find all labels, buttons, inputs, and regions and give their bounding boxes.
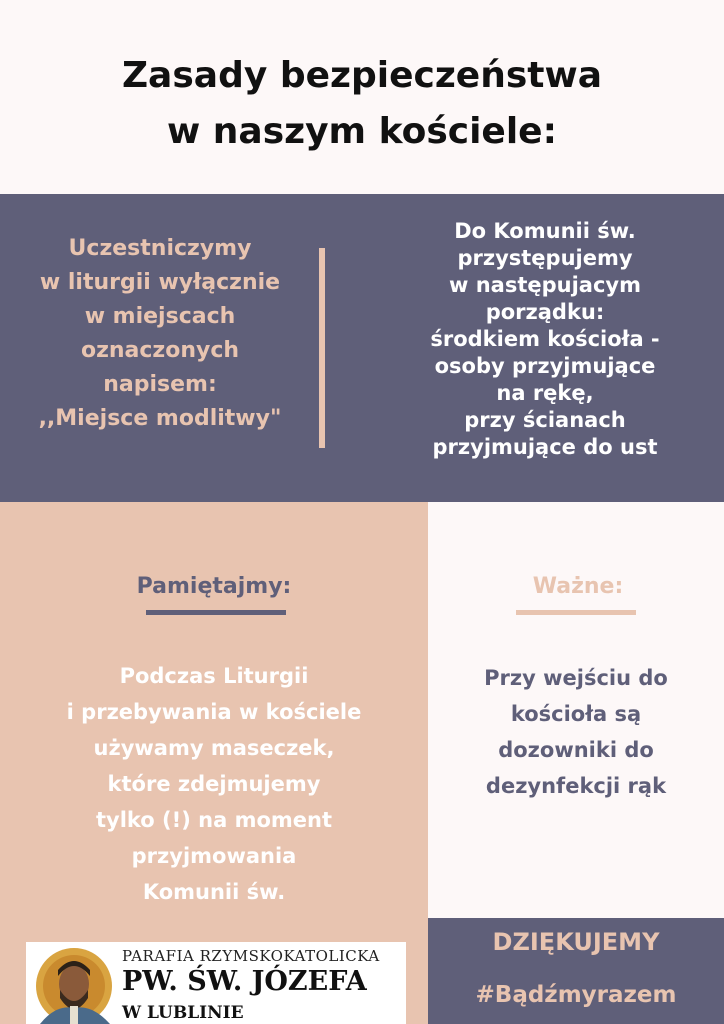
text-line: Do Komunii św. [454,219,636,243]
text-line: w następujacym [449,273,641,297]
communion-order-rule [382,218,708,461]
text-line: na rękę, [496,381,594,405]
text-line: ,,Miejsce modlitwy" [38,406,282,431]
text-line: w miejscach [84,304,236,329]
mask-rule [10,658,418,910]
text-line: które zdejmujemy [107,772,321,796]
text-line: Uczestniczymy [68,236,252,261]
text-line: Podczas Liturgii [119,664,309,688]
text-line: Komunii św. [142,880,286,904]
text-line: napisem: [103,372,217,397]
text-line: przystępujemy [457,246,633,270]
logo-parish-name: PW. ŚW. JÓZEFA [122,966,367,997]
text-line: w liturgii wyłącznie [39,270,281,295]
title-line-2: w naszym kościele: [167,111,557,152]
text-line: tylko (!) na moment [95,808,332,832]
text-line: środkiem kościoła - [430,327,660,351]
vertical-divider [319,248,325,448]
text-line: przyjmowania [131,844,297,868]
text-line: oznaczonych [80,338,240,363]
logo-parish-label: PARAFIA RZYMSKOKATOLICKA [122,947,380,965]
remember-underline [146,610,286,615]
text-line: używamy maseczek, [93,736,335,760]
page-title [0,48,724,160]
parish-logo [26,942,406,1024]
liturgy-place-rule [10,232,310,436]
logo-parish-city: W LUBLINIE [122,1003,244,1023]
thanks-text: DZIĘKUJEMY [492,928,660,956]
text-line: i przebywania w kościele [66,700,362,724]
text-line: osoby przyjmujące [434,354,656,378]
text-line: kościoła są [510,702,642,726]
text-line: przyjmujące do ust [432,435,658,459]
disinfection-note [438,660,714,804]
text-line: Przy wejściu do [484,666,668,690]
title-line-1: Zasady bezpieczeństwa [121,55,603,96]
important-underline [516,610,636,615]
saint-joseph-icon [30,946,120,1024]
text-line: przy ścianach [464,408,626,432]
text-line: dezynfekcji rąk [485,774,667,798]
hashtag-text: #Bądźmyrazem [475,982,677,1008]
text-line: porządku: [485,300,605,324]
important-heading: Ważne: [532,574,624,599]
remember-heading: Pamiętajmy: [136,574,292,599]
text-line: dozowniki do [498,738,654,762]
